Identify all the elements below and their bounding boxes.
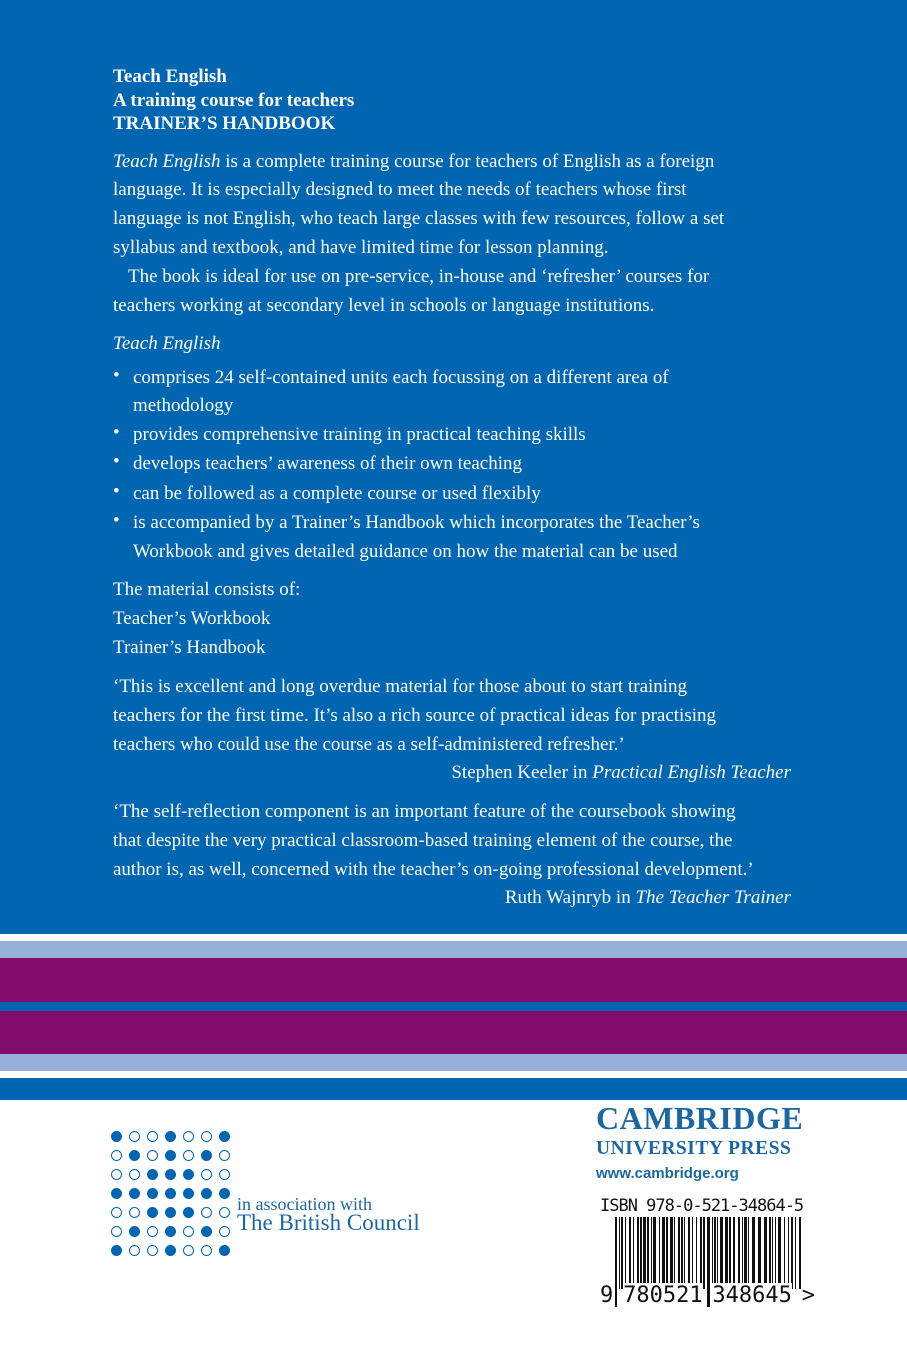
logo-dot (111, 1226, 122, 1237)
stripe-white (0, 934, 907, 941)
barcode-digits (600, 1283, 815, 1308)
barcode-bar (640, 1217, 642, 1289)
logo-dot (165, 1226, 176, 1237)
stripe-purple (0, 958, 907, 1002)
barcode-bar (725, 1217, 728, 1289)
logo-dot (183, 1207, 194, 1218)
logo-dot (201, 1226, 212, 1237)
bullet-item: Workbook and gives detailed guidance on how the material can be used (133, 541, 678, 562)
stripe-light-blue (0, 1054, 907, 1071)
para1-line: syllabus and textbook, and have limited time for lesson planning. (113, 237, 609, 258)
barcode-bar (799, 1217, 801, 1289)
barcode-bar (769, 1217, 771, 1289)
logo-dot (219, 1169, 230, 1180)
logo-dot (183, 1131, 194, 1142)
stripe-purple (0, 1011, 907, 1054)
barcode-bar (625, 1217, 626, 1289)
barcode-bar (717, 1217, 718, 1289)
barcode-bar (666, 1217, 668, 1289)
bullet-item: methodology (133, 395, 234, 416)
logo-dot (219, 1131, 230, 1142)
barcode-bar (651, 1217, 652, 1289)
barcode-bar (784, 1217, 785, 1289)
logo-dot (201, 1169, 212, 1180)
barcode-bar (788, 1217, 789, 1289)
logo-dot (111, 1245, 122, 1256)
stripe-white (0, 1071, 907, 1078)
logo-dot (147, 1131, 158, 1142)
logo-dot (147, 1245, 158, 1256)
bullet-icon: • (113, 510, 120, 531)
publisher-url[interactable]: www.cambridge.org (596, 1165, 739, 1182)
text: is a complete training course for teachers of English as a foreign (220, 151, 715, 172)
logo-dot (201, 1245, 212, 1256)
barcode-bar (752, 1217, 755, 1289)
stripe-blue (0, 1002, 907, 1011)
book-edition: TRAINER’S HANDBOOK (113, 113, 336, 134)
logo-dot (165, 1169, 176, 1180)
barcode-bar (772, 1217, 773, 1289)
para1-line: language. It is especially designed to meet the needs of teachers whose first (113, 179, 687, 200)
quote1-line: ‘This is excellent and long overdue material for those about to start training (113, 676, 688, 697)
quote1-line: teachers who could use the course as a self-administered refresher.’ (113, 734, 625, 755)
barcode-bar (791, 1217, 793, 1289)
barcode-bar (678, 1217, 680, 1289)
barcode-bar (733, 1217, 735, 1289)
logo-dot (201, 1207, 212, 1218)
logo-dot (147, 1226, 158, 1237)
list-heading: Teach English (113, 333, 221, 354)
end-mark: > (801, 1283, 815, 1308)
quote2-attribution (505, 887, 791, 909)
barcode-bar (703, 1217, 705, 1289)
stripe-light-blue (0, 941, 907, 958)
barcode-bar (629, 1217, 631, 1289)
logo-dot (219, 1245, 230, 1256)
barcode-bar (670, 1217, 673, 1289)
quote2-line: that despite the very practical classroom-based training element of the course, the (113, 830, 733, 851)
barcode-bar (621, 1217, 623, 1289)
quote1-line: teachers for the first time. It’s also a rich source of practical ideas for practising (113, 705, 717, 726)
book-subtitle: A training course for teachers (113, 90, 355, 111)
barcode-bar (659, 1217, 660, 1289)
barcode-bar (633, 1217, 634, 1289)
british-council-name: The British Council (237, 1210, 420, 1235)
barcode-bar (764, 1217, 767, 1289)
barcode-bar (681, 1217, 683, 1289)
barcode-bar (742, 1217, 743, 1289)
publisher-name: CAMBRIDGE (596, 1100, 804, 1136)
bullet-item: is accompanied by a Trainer’s Handbook which incorporates the Teacher’s (133, 512, 700, 533)
digit-group: 780521 (623, 1283, 703, 1308)
italic-title: Teach English (113, 151, 221, 172)
quote2-line: author is, as well, concerned with the teacher’s on-going professional development.’ (113, 859, 754, 880)
para2-line: teachers working at secondary level in schools or language institutions. (113, 295, 655, 316)
para2-line: The book is ideal for use on pre-service, in-house and ‘refresher’ courses for (128, 266, 710, 287)
author: Ruth Wajnryb in (504, 887, 636, 908)
bullet-icon: • (113, 451, 120, 472)
logo-dot (147, 1188, 158, 1199)
logo-dot (129, 1207, 140, 1218)
logo-dot (183, 1245, 194, 1256)
source: The Teacher Trainer (635, 887, 791, 908)
material-item: Teacher’s Workbook (113, 608, 271, 629)
logo-dot (147, 1150, 158, 1161)
logo-dot (219, 1150, 230, 1161)
logo-dot (111, 1207, 122, 1218)
barcode-bar (688, 1217, 690, 1289)
logo-dot (165, 1131, 176, 1142)
logo-dot (111, 1150, 122, 1161)
logo-dot (219, 1207, 230, 1218)
bullet-item: can be followed as a complete course or used flexibly (133, 483, 541, 504)
barcode-bar (738, 1217, 740, 1289)
logo-dot (129, 1169, 140, 1180)
logo-dot (201, 1131, 212, 1142)
barcode-bar (637, 1217, 639, 1289)
logo-dot (111, 1188, 122, 1199)
barcode-bar (700, 1217, 702, 1289)
logo-dot (201, 1150, 212, 1161)
bullet-item: provides comprehensive training in practical teaching skills (133, 424, 586, 445)
logo-dot (183, 1169, 194, 1180)
logo-dot (183, 1226, 194, 1237)
logo-dot (129, 1245, 140, 1256)
logo-dot (165, 1207, 176, 1218)
logo-dot (129, 1226, 140, 1237)
logo-dot (111, 1131, 122, 1142)
logo-dot (111, 1169, 122, 1180)
logo-dot (201, 1188, 212, 1199)
digit: 9 (600, 1283, 614, 1308)
para1-line (113, 151, 714, 173)
barcode-bar (684, 1217, 685, 1289)
logo-dot (129, 1131, 140, 1142)
bullet-icon: • (113, 422, 120, 443)
logo-dot (147, 1169, 158, 1180)
barcode-bar (692, 1217, 693, 1289)
logo-dot (219, 1226, 230, 1237)
barcode-bar (775, 1217, 776, 1289)
material-heading: The material consists of: (113, 579, 301, 600)
author: Stephen Keeler in (451, 762, 593, 783)
digit-group: 348645 (712, 1283, 792, 1308)
logo-dot (147, 1207, 158, 1218)
isbn: ISBN 978-0-521-34864-5 (600, 1196, 804, 1216)
association-text: in association with (237, 1194, 372, 1214)
barcode-bar (674, 1217, 675, 1289)
barcode-bar (748, 1217, 749, 1289)
barcode-bar (758, 1217, 761, 1289)
logo-dot (219, 1188, 230, 1199)
bullet-icon: • (113, 365, 120, 386)
logo-dot (165, 1150, 176, 1161)
barcode-bar (729, 1217, 731, 1289)
logo-dot (183, 1150, 194, 1161)
quote2-line: ‘The self-reflection component is an important feature of the coursebook showing (113, 801, 736, 822)
stripe-blue (0, 1078, 907, 1100)
source: Practical English Teacher (592, 762, 791, 783)
barcode-bar (619, 1217, 620, 1289)
barcode-bar (778, 1217, 781, 1289)
logo-dot (165, 1245, 176, 1256)
quote1-attribution (451, 762, 791, 784)
british-council-dot-logo (111, 1131, 230, 1256)
bullet-item: develops teachers’ awareness of their own teaching (133, 453, 522, 474)
barcode-bar (720, 1217, 723, 1289)
logo-dot (165, 1188, 176, 1199)
barcode-bar (643, 1217, 646, 1289)
barcode-bar (714, 1217, 716, 1289)
material-item: Trainer’s Handbook (113, 637, 266, 658)
logo-dot (183, 1188, 194, 1199)
barcode-bar (647, 1217, 649, 1289)
barcode-bar (795, 1217, 796, 1289)
barcode-bar (653, 1217, 656, 1289)
barcode-bar (744, 1217, 747, 1289)
logo-dot (129, 1150, 140, 1161)
para1-line: language is not English, who teach large classes with few resources, follow a set (113, 208, 725, 229)
barcode-bar (696, 1217, 697, 1289)
bullet-item: comprises 24 self-contained units each focussing on a different area of (133, 367, 669, 388)
bullet-icon: • (113, 481, 120, 502)
barcode-bar (662, 1217, 665, 1289)
book-title: Teach English (113, 66, 227, 87)
logo-dot (129, 1188, 140, 1199)
publisher-subtitle: UNIVERSITY PRESS (596, 1138, 792, 1159)
